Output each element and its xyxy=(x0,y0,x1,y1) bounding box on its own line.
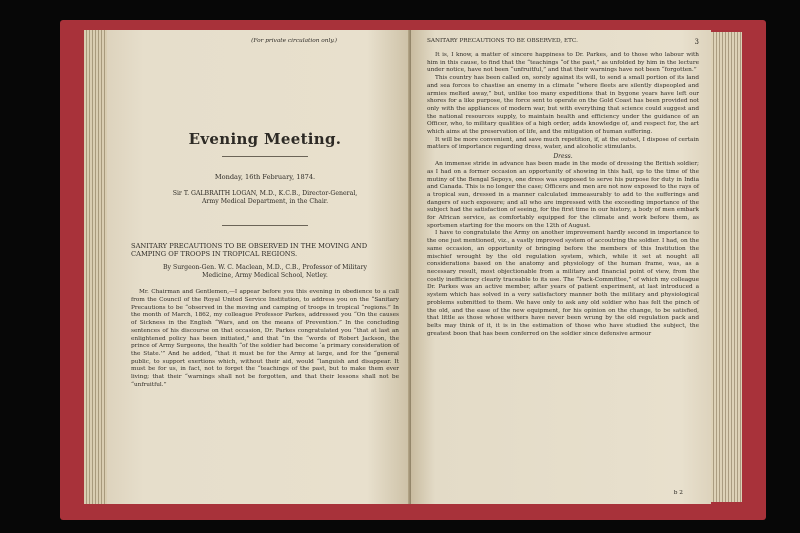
right-page xyxy=(411,30,711,504)
byline xyxy=(131,264,399,280)
byline-line-1: By Surgeon-Gen. W. C. Maclean, M.D., C.B., Professor of Military xyxy=(162,264,368,272)
left-page xyxy=(107,30,413,504)
page-edges-left xyxy=(84,30,108,504)
paragraph: Mr. Chairman and Gentlemen,—I appear before you this evening in obedience to a call from the Council of the Royal United Service Institution, to address you on the “Sanitary Precautions to be “observed in the moving and camping of troops in tropical “regions.” In the month of March, 1862, my colleague Professor Parkes, addressed you “On the causes of Sickness in the English “Wars, and on the means of Prevention.” In the concluding sentences of his discourse on that occasion, Dr. Parkes congratulated you “that at last an enlightened policy has been initiated,” and that “in the “words of Robert Jackson, the prince of Army Surgeons, the health “of the soldier had become ‘a primary consideration of the State.’” And he added, “that it must be for the Army at large, and for the “general public, to support exertions which, without their aid, would “languish and disappear. It must be for us, in fact, not to forget the “teachings of the past, but to make them ever living; that their “warnings shall not be forgotten, and that their lessons shall not be “unfruitful.” xyxy=(131,289,399,388)
divider xyxy=(222,225,308,226)
byline-line-2: Medicine, Army Medical School, Netley. xyxy=(202,272,328,280)
meeting-date: Monday, 16th February, 1874. xyxy=(214,173,316,181)
paper-title: SANITARY PRECAUTIONS TO BE OBSERVED IN THE MOVING AND CAMPING OF TROOPS IN TROPICAL REGIONS. xyxy=(131,242,368,259)
chair-info xyxy=(131,190,399,206)
page-number: 3 xyxy=(694,38,699,46)
signature-mark: b 2 xyxy=(673,490,683,496)
running-head-title: SANITARY PRECAUTIONS TO BE OBSERVED, ETC. xyxy=(427,38,578,44)
paragraph: An immense stride in advance has been made in the mode of dressing the British soldier; as I had on a former occasion an opportunity of showing in this hall, up to the time of the mutiny of the Bengal Sepoys, one dress was supposed to serve his purpose for duty in India and Canada. This is no longer the case; Officers and men are not now exposed to the rays of a tropical sun, dressed in a manner calculated immeasurably to add to the sufferings and dangers of such exposure; and all who are impressed with the exceeding importance of the subject had the satisfaction of seeing, for the first time in our history, a body of men embark for African service, as comfortably equipped for the climate and work before them, as sportsmen starting for the moors on the 12th of August. xyxy=(427,161,699,229)
paragraph: It will be more convenient, and save much repetition, if, at the outset, I dispose of certain matters of importance regarding dress, water, and alcoholic stimulants. xyxy=(427,136,699,151)
page-edges-right xyxy=(708,32,742,502)
chair-line-2: Army Medical Department, in the Chair. xyxy=(201,198,329,206)
divider xyxy=(222,156,308,157)
chair-line-1: Sir T. GALBRAITH LOGAN, M.D., K.C.B., Director-General, xyxy=(172,190,358,197)
paragraph: This country has been called on, sorely against its will, to send a small portion of its land and sea forces to chastise an enemy in a climate “where fleets are silently dispeopled and armies melted away,” but, unlike too many expeditions that in bygone years have left our shores for a like purpose, the force sent to operate on the Gold Coast has been provided not only with the appliances of modern war, but with everything that science could suggest and the national resources supply, to maintain health and efficiency under the guidance of an Officer, who, to military qualities of a high order, adds knowledge of, and respect for, the art which aims at the preservation of life, and the mitigation of human suffering. xyxy=(427,75,699,136)
paragraph: It is, I know, a matter of sincere happiness to Dr. Parkes, and to those who labour with him in this cause, to find that the “teachings “of the past,” as unfolded by him in the lecture under notice, have not been “unfruitful,” and that their warnings have not been “forgotten.” xyxy=(427,52,699,74)
left-body-text xyxy=(131,289,399,389)
meeting-title: Evening Meeting. xyxy=(188,130,342,148)
running-head xyxy=(427,38,699,46)
paragraph: I have to congratulate the Army on another improvement hardly second in importance to the one just mentioned, viz., a vastly improved system of accoutring the soldier. I had, on the same occasion, an opportunity of bringing before the members of this Institution the mischief wrought by the old regulation system, which, while it set at nought all considerations based on the anatomy and physiology of the human frame, was, as a necessary result, most objectionable from a military and financial point of view, from the costly inefficiency clearly traceable to its use. The “Pack-Committee,” of which my colleague Dr. Parkes was an active member, after years of patient experiment, at last introduced a system which has solved in a very satisfactory manner both the military and physiological problems submitted to them. We have only to ask any old soldier who has felt the pinch of the old, and the ease of the new equipment, for his opinion on the change, to be satisfied, that little as those whose withers have never been wrung by the old regulation pack and belts may think of it, it is in the estimation of those who have studied the subject, the greatest boon that has been conferred on the soldier since defensive armour xyxy=(427,230,699,337)
section-title: Dress. xyxy=(553,153,573,161)
private-circulation-note: (For private circulation only.) xyxy=(251,38,337,44)
